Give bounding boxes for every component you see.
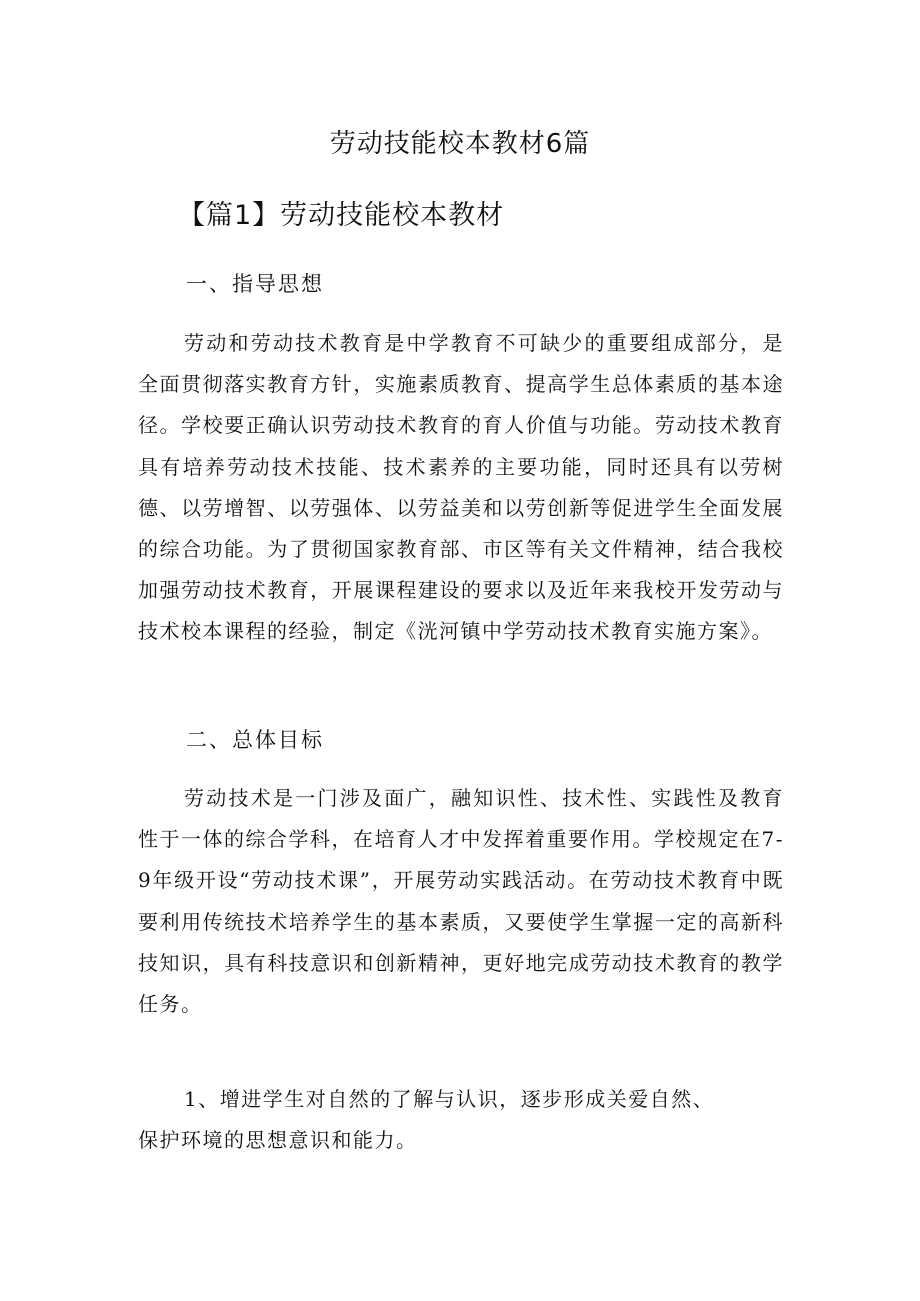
paragraph-guiding-ideology: 劳动和劳动技术教育是中学教育不可缺少的重要组成部分，是全面贯彻落实教育方针，实施素质教育、提高学生总体素质的基本途径。学校要正确认识劳动技术教育的育人价值与功能。劳动技术教育具有培养劳动技术技能、技术素养的主要功能，同时还具有以劳树德、以劳增智、以劳强体、以劳益美和以劳创新等促进学生全面发展的综合功能。为了贯彻国家教育部、市区等有关文件精神，结合我校加强劳动技术教育，开展课程建设的要求以及近年来我校开发劳动与技术校本课程的经验，制定《洸河镇中学劳动技术教育实施方案》。: [138, 331, 784, 644]
list-item-1-line-2: 保护环境的思想意识和能力。: [138, 1128, 418, 1152]
paragraph-overall-goals: 劳动技术是一门涉及面广，融知识性、技术性、实践性及教育性于一体的综合学科，在培育人才中发挥着重要作用。学校规定在7-9年级开设“劳动技术课”，开展劳动实践活动。在劳动技术教育中既要利用传统技术培养学生的基本素质，又要使学生掌握一定的高新科技知识，具有科技意识和创新精神，更好地完成劳动技术教育的教学任务。: [138, 786, 784, 1017]
section-heading-overall-goals: 二、总体目标: [186, 728, 324, 752]
list-item-1-line-1: 1、增进学生对自然的了解与认识，逐步形成关爱自然、: [184, 1087, 715, 1111]
list-item-1: [138, 1079, 784, 1161]
section-heading-guiding-ideology: 一、指导思想: [186, 272, 324, 296]
chapter-title: 【篇1】劳动技能校本教材: [178, 200, 505, 231]
document-title: 劳动技能校本教材6篇: [329, 129, 591, 159]
